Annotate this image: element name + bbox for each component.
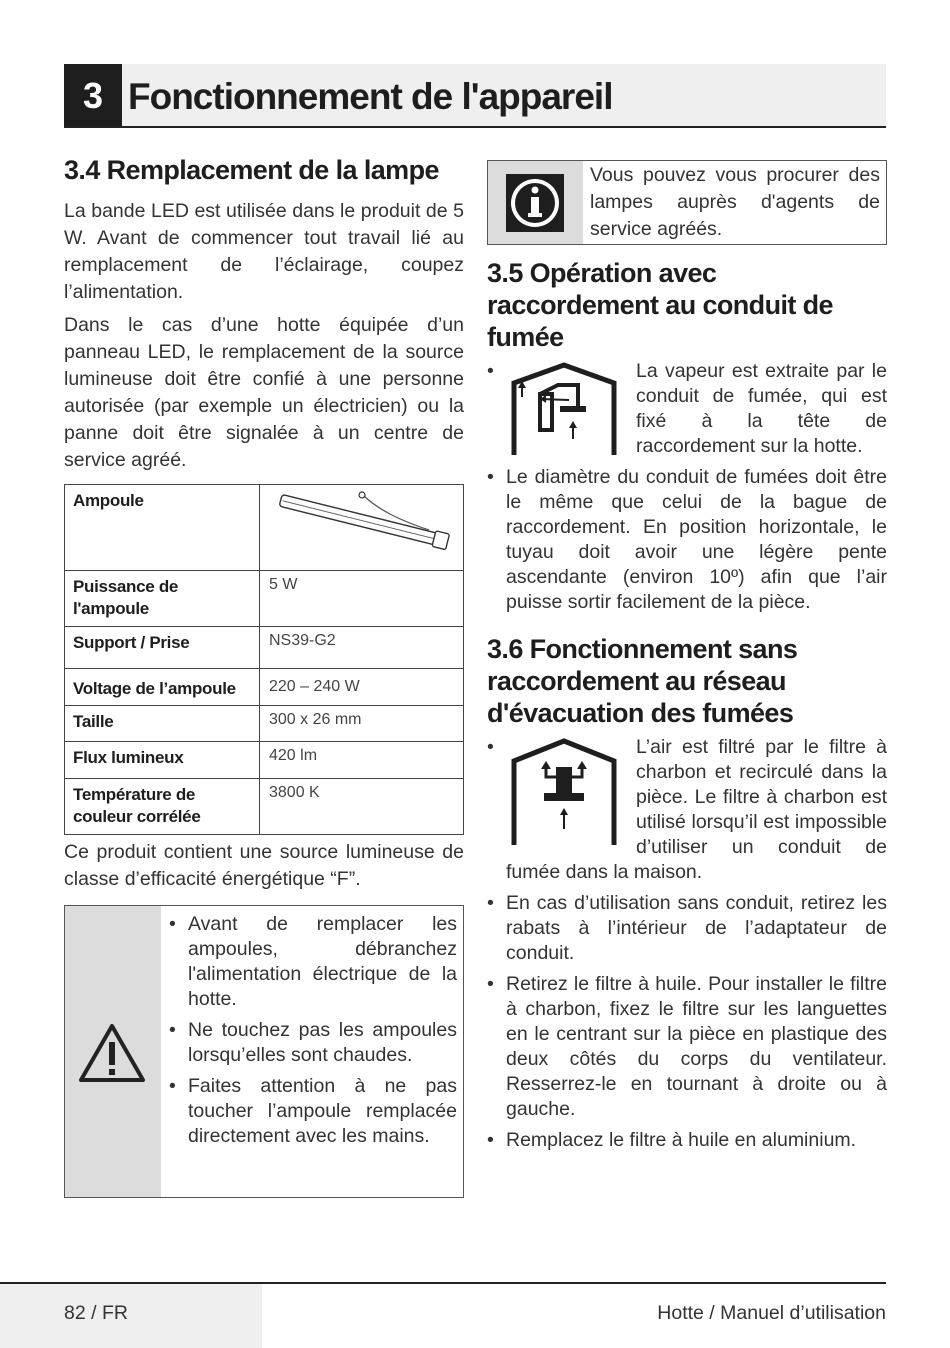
list-item: • Ne touchez pas les ampoules lorsqu’elles sont chaudes. [169, 1018, 457, 1068]
table-key: Ampoule [65, 485, 260, 571]
paragraph: Dans le cas d’une hotte équipée d’un panneau LED, le remplacement de la source lumineuse doit être confié à une personne autorisée (par exemple un électricien) ou la panne doit être signalée à un centre de service agréé. [64, 314, 464, 471]
list-item [487, 359, 887, 459]
list-item: • Le diamètre du conduit de fumées doit être le même que celui de la bague de raccordement. En position horizontale, le tuyau doit avoir une légère pente ascendante (environ 10º) afin que l’air puisse sortir facilement de la pièce. [487, 465, 887, 615]
table-key: Taille [65, 706, 260, 742]
info-icon [505, 173, 565, 233]
section-3-6-list [487, 735, 887, 1153]
right-column [487, 160, 887, 1159]
table-row [65, 779, 464, 835]
table-value: 420 lm [260, 742, 464, 779]
table-row [65, 571, 464, 627]
page-number: 82 / FR [64, 1302, 128, 1324]
info-note: Vous pouvez vous procurer des lampes auprès d'agents de service agréés. [590, 164, 880, 240]
list-item [487, 735, 887, 885]
table-key: Température de couleur corrélée [65, 779, 260, 835]
table-key: Voltage de l’ampoule [65, 669, 260, 706]
table-key: Puissance de l'ampoule [65, 571, 260, 627]
table-value: 300 x 26 mm [260, 706, 464, 742]
section-3-6-heading: 3.6 Fonctionnement sans raccordement au réseau d'évacuation des fumées [487, 634, 798, 728]
warning-list [169, 912, 457, 1155]
lamp-spec-table [64, 484, 464, 835]
chapter-title: Fonctionnement de l'appareil [128, 76, 613, 117]
list-item: • En cas d’utilisation sans conduit, retirez les rabats à l’intérieur de l’adaptateur de conduit. [487, 891, 887, 966]
warning-triangle-icon [77, 1022, 147, 1084]
led-strip-image [260, 485, 464, 571]
warning-icon-panel [65, 906, 161, 1197]
table-row [65, 485, 464, 571]
table-key: Support / Prise [65, 627, 260, 669]
led-strip-icon [269, 490, 454, 560]
list-item: • Remplacez le filtre à huile en aluminium. [487, 1128, 887, 1153]
list-item-text: La vapeur est extraite par le conduit de fumée, qui est fixé à la tête de raccordement sur la hotte. [636, 360, 887, 457]
ducted-hood-icon [506, 361, 622, 459]
table-value: 5 W [260, 571, 464, 627]
table-value: NS39-G2 [260, 627, 464, 669]
recirculation-hood-icon [506, 737, 622, 849]
warning-box [64, 905, 464, 1198]
table-value: 3800 K [260, 779, 464, 835]
table-row [65, 669, 464, 706]
table-key: Flux lumineux [65, 742, 260, 779]
section-3-5-heading: 3.5 Opération avec raccordement au conduit de fumée [487, 258, 833, 352]
document-title: Hotte / Manuel d’utilisation [657, 1302, 886, 1324]
table-row [65, 742, 464, 779]
table-row [65, 706, 464, 742]
list-item: • Avant de remplacer les ampoules, débranchez l'alimentation électrique de la hotte. [169, 912, 457, 1012]
list-item-text: L’air est filtré par le filtre à charbon et recirculé dans la pièce. Le filtre à charbon est utilisé lorsqu’il est impossible d’utiliser un conduit de fumée dans la maison. [506, 736, 887, 883]
section-3-5-list [487, 359, 887, 615]
table-row [65, 627, 464, 669]
list-item: • Faites attention à ne pas toucher l’ampoule remplacée directement avec les mains. [169, 1074, 457, 1149]
left-column [64, 154, 464, 899]
energy-class-note: Ce produit contient une source lumineuse de classe d’efficacité énergétique “F”. [64, 841, 464, 890]
info-box [487, 160, 887, 245]
list-item: • Retirez le filtre à huile. Pour installer le filtre à charbon, fixez le filtre sur les languettes en le centrant sur la pièce en plastique des deux côtés du corps du ventilateur. Resserrez-le en tournant à droite ou à gauche. [487, 972, 887, 1122]
section-3-4-heading: 3.4 Remplacement de la lampe [64, 155, 439, 185]
table-value: 220 – 240 W [260, 669, 464, 706]
footer-page-panel [0, 1284, 262, 1348]
chapter-header [64, 64, 886, 128]
info-icon-panel [488, 161, 583, 244]
paragraph: La bande LED est utilisée dans le produit de 5 W. Avant de commencer tout travail lié au remplacement de l’éclairage, coupez l’alimentation. [64, 200, 464, 303]
chapter-number: 3 [64, 64, 122, 126]
